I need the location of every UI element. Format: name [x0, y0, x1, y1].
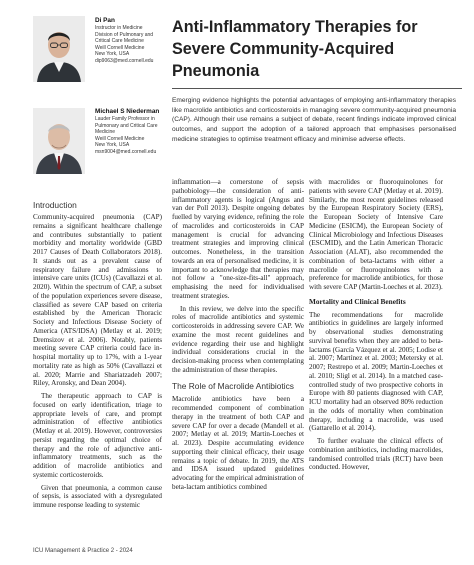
column-1: [33, 213, 162, 514]
page-footer: ICU Management & Practice 2 - 2024: [33, 548, 133, 554]
author-title-line: Instructor in Medicine: [95, 25, 143, 31]
author-title-line: Pulmonary and Critical Care: [95, 122, 158, 129]
author-photo-di-pan: [33, 16, 85, 82]
author-block-michael-niederman: [95, 108, 161, 156]
portrait-image: [33, 16, 85, 82]
column-3: [309, 178, 443, 476]
author-email[interactable]: dip9063@med.cornell.edu: [95, 57, 154, 64]
title-block: [172, 16, 462, 89]
author-email[interactable]: msn9004@med.cornell.edu: [95, 148, 157, 155]
article-title: Anti-Inflammatory Therapies for Severe Community-Acquired Pneumonia: [172, 18, 418, 80]
column-2: [172, 178, 304, 496]
author-division-line: Division of Pulmonary and: [95, 31, 154, 38]
author-location: New York, USA: [95, 51, 130, 58]
author-division-line: Critical Care Medicine: [95, 38, 144, 45]
section-heading-macrolides: The Role of Macrolide Antibiotics: [172, 380, 294, 391]
body-paragraph: In this review, we delve into the specific roles of macrolide antibiotics and systemic corticosteroids in addressing severe CAP. We examine the most recent guidelines and evidence regarding their use and highlight individual considerations crucial in the decision-making process when contemplating the administration of these therapies.: [172, 304, 304, 374]
body-paragraph: To further evaluate the clinical effects of combination antibiotics, including macrolides, randomised controlled trials (RCT) have been conducted. However,: [309, 437, 443, 472]
portrait-image: [33, 108, 85, 174]
section-heading-introduction: Introduction: [33, 200, 77, 210]
author-institution: Weill Cornell Medicine: [95, 44, 145, 51]
author-photo-michael-niederman: [33, 108, 85, 174]
body-paragraph: inflammation—a cornerstone of sepsis pathobiology—the consideration of anti-inflammatory agents is logical (Angus and van der Poll 2013). Despite ongoing debates fuelled by varying evidence, refining the role of macrolides and corticosteroids in CAP management is crucial for advancing treatment strategies and improving clinical outcomes. Nonetheless, in the transition towards an era of personalised medicine, it is important to acknowledge that therapies may not follow a "one-size-fits-all" approach, emphasising the need for individualised treatment strategies.: [172, 178, 304, 300]
author-block-di-pan: [95, 17, 161, 65]
body-paragraph: with macrolides or fluoroquinolones for patients with severe CAP (Metlay et al. 2019). Similarly, the most recent guidelines released by the European Respiratory Society (ERS), the European Society of Intensive Care Medicine (ESICM), the European Society of Clinical Microbiology and Infectious Diseases (ESCMID), and the Latin American Thoracic Association (ALAT), also recommended the combination of beta-lactams with either a macrolide or fluoroquinolones with a preference for macrolide antibiotics, for those with severe CAP (Martin-Loeches et al. 2023).: [309, 178, 443, 291]
body-paragraph: Macrolide antibiotics have been a recommended component of combination therapy in the treatment of both CAP and severe CAP for over a decade (Mandell et al. 2007; Metlay et al. 2019; Martin-Loeches et al. 2023). Despite accumulating evidence supporting their clinical efficacy, their usage remains a topic of debate. In 2019, the ATS and IDSA issued updated guidelines advocating for the empirical administration of beta-lactam antibiotics combined: [172, 395, 304, 491]
author-title-line: Lauder Family Professor in: [95, 116, 155, 122]
author-name: Di Pan: [95, 17, 115, 24]
intro-paragraph: Community-acquired pneumonia (CAP) remains a significant healthcare challenge and contributes substantially to patient morbidity and mortality worldwide (GBD 2017 Causes of Death Collaborators 2018). It stands out as a prevalent cause of respiratory failure and admissions to intensive care units (ICUs) (Cavallazzi et al. 2020). Within the spectrum of CAP, a subset of the population experiences severe disease, classified as severe CAP based on criteria established by the American Thoracic Society and Infectious Disease Society of America (ATS/IDSA) (Metlay et al. 2019; Dremsizov et al. 2006). Notably, patients meeting severe CAP criteria could face in-hospital mortality up to 17%, with a 1-year mortality rate as high as 50% (Cavallazzi et al. 2020; Marrie and Shariatzadeh 2007; Riley, Aronsky, and Dean 2004).: [33, 213, 162, 388]
body-paragraph: The recommendations for macrolide antibiotics in guidelines are largely informed by observational studies demonstrating survival benefits when they are added to beta-lactams (García Vázquez et al. 2005; Lodise et al. 2007; Martínez et al. 2003; Metersky et al. 2007; Restrepo et al. 2009; Martin-Loeches et al. 2010; Sligl et al. 2014). In a matched case-controlled study of two prospective cohorts in Europe with 80 patients diagnosed with CAP, ICU mortality had an observed 80% reduction in the odds of mortality when combination therapy, including a macrolide, was used (Gattarello et al. 2014).: [309, 310, 443, 433]
intro-paragraph: Given that pneumonia, a common cause of sepsis, is associated with a dysregulated immune response leading to systemic: [33, 483, 162, 509]
intro-paragraph: The therapeutic approach to CAP is focused on early identification, triage to appropriate levels of care, and prompt administration of effective antibiotics (Metlay et al. 2019). However, controversies persist regarding the optimal choice of therapy and the role of adjunctive anti-inflammatory treatments, such as the addition of macrolide antibiotics and systemic corticosteroids.: [33, 392, 162, 479]
section-heading-mortality: Mortality and Clinical Benefits: [309, 296, 406, 306]
author-title-line: Medicine: [95, 129, 116, 136]
author-name: Michael S Niederman: [95, 108, 160, 115]
author-location: New York, USA: [95, 142, 130, 149]
article-abstract: Emerging evidence highlights the potential advantages of employing anti-inflammatory therapies like macrolide antibiotics and corticosteroids in managing severe community-acquired pneumonia (CAP). Although their use remains a subject of debate, recent findings indicate improved clinical outcomes, and support the adoption of a tailored approach that emphasises personalised medicine strategies to optimise treatment efficacy and minimise adverse effects.: [172, 97, 456, 143]
author-institution: Weill Cornell Medicine: [95, 135, 145, 142]
